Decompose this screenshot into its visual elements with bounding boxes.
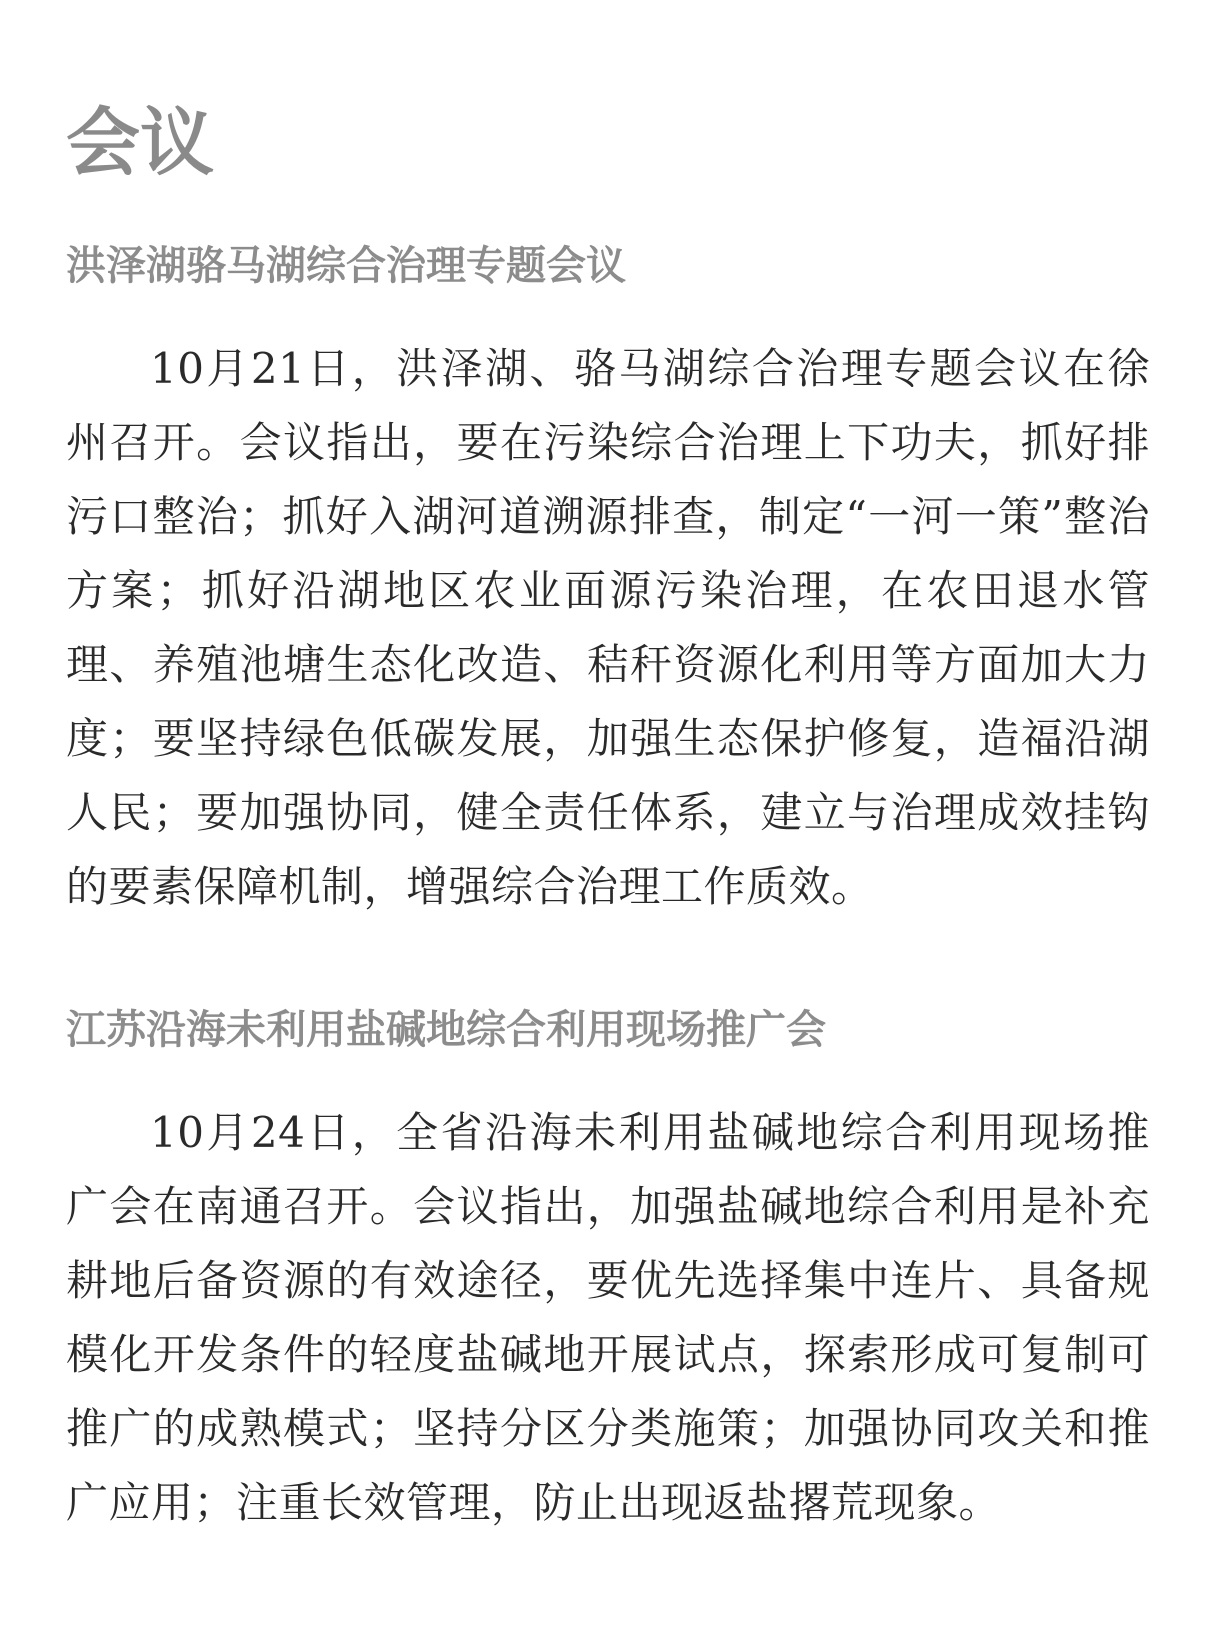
section-heading: 江苏沿海未利用盐碱地综合利用现场推广会 xyxy=(66,1006,826,1053)
page-title: 会议 xyxy=(66,100,214,186)
meeting-section xyxy=(66,1002,1150,1540)
meeting-section xyxy=(66,238,1150,924)
section-body: 10月24日，全省沿海未利用盐碱地综合利用现场推广会在南通召开。会议指出，加强盐碱地综合利用是补充耕地后备资源的有效途径，要优先选择集中连片、具备规模化开发条件的轻度盐碱地开展试点，探索形成可复制可推广的成熟模式；坚持分区分类施策；加强协同攻关和推广应用；注重长效管理，防止出现返盐撂荒现象。 xyxy=(66,1108,1150,1527)
section-heading: 洪泽湖骆马湖综合治理专题会议 xyxy=(66,242,626,289)
section-body: 10月21日，洪泽湖、骆马湖综合治理专题会议在徐州召开。会议指出，要在污染综合治理上下功夫，抓好排污口整治；抓好入湖河道溯源排查，制定“一河一策”整治方案；抓好沿湖地区农业面源污染治理，在农田退水管理、养殖池塘生态化改造、秸秆资源化利用等方面加大力度；要坚持绿色低碳发展，加强生态保护修复，造福沿湖人民；要加强协同，健全责任体系，建立与治理成效挂钩的要素保障机制，增强综合治理工作质效。 xyxy=(66,344,1150,911)
